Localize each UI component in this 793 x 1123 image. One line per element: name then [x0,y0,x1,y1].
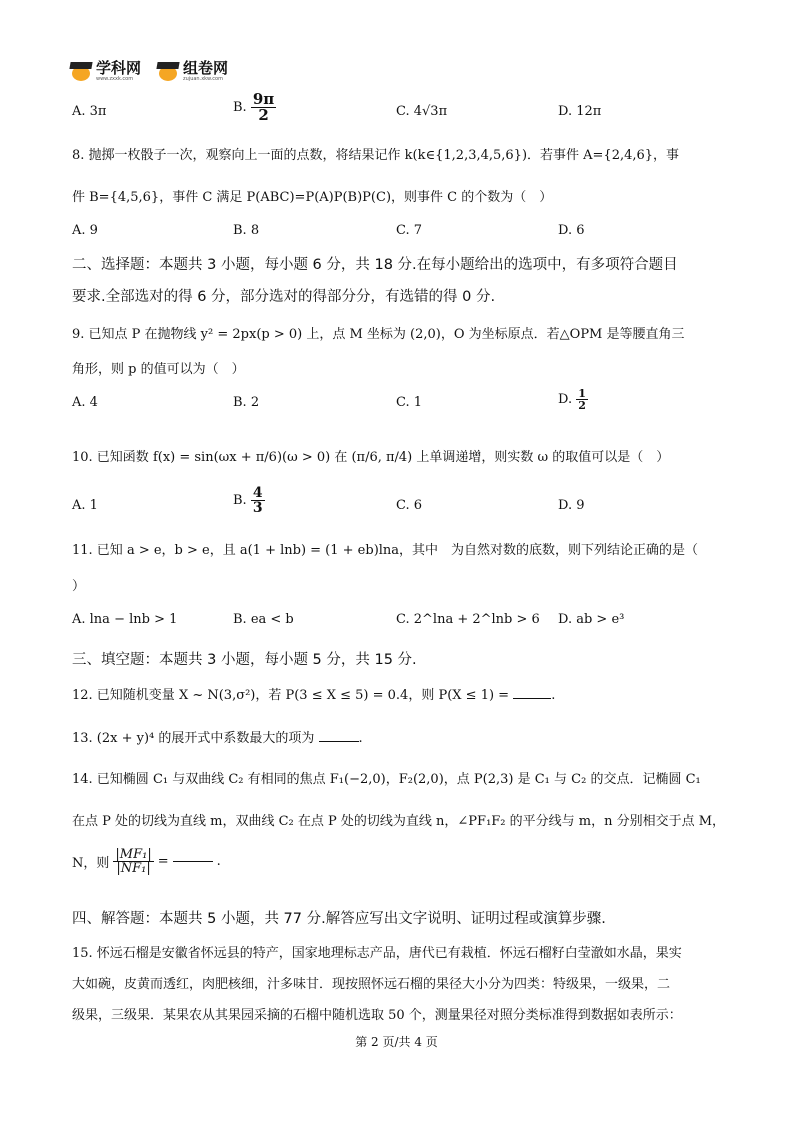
logo-zujuanwang [157,60,228,82]
q8-option-a: A. 9 [72,223,98,238]
q9-line1: 9. 已知点 P 在抛物线 y² = 2px(p > 0) 上，点 M 坐标为 (2,0)，O 为坐标原点．若△OPM 是等腰直角三 [72,327,685,342]
q14-fraction-numerator: |MF₁| [115,847,152,862]
q9-d-numerator: 1 [578,387,586,400]
q7-option-a: A. 3π [72,104,107,119]
q13-end: . [358,731,363,746]
q13 [72,727,363,746]
q9-option-d-label: D. [558,392,573,407]
q10-b-numerator: 4 [252,485,263,501]
q14-line3-pre: N，则 [72,856,110,871]
q10-b-denominator: 3 [252,500,263,516]
logo1-name: 学科网 [96,58,142,77]
q12-text: 12. 已知随机变量 X ~ N(3,σ²)，若 P(3 ≤ X ≤ 5) = 0.4，则 P(X ≤ 1) = [72,688,510,703]
q15-line1: 15. 怀远石榴是安徽省怀远县的特产，国家地理标志产品，唐代已有栽植．怀远石榴籽白莹澈如水晶，果实 [72,946,682,961]
q9-option-c: C. 1 [396,395,423,410]
q14-fraction-denominator: |NF₁| [116,861,151,876]
q15-line3: 级果，三级果．某果农从其果园采摘的石榴中随机选取 50 个，测量果径对照分类标准得到数据如表所示： [72,1008,682,1023]
q10-option-b [233,486,265,515]
q7-b-denominator: 2 [258,106,269,124]
q10-line1: 10. 已知函数 f(x) = sin(ωx + π/6)(ω > 0) 在 (π/6, π/4) 上单调递增，则实数 ω 的取值可以是（ ） [72,450,670,465]
q15-line2: 大如碗，皮黄而透红，肉肥核细，汁多味甘．现按照怀远石榴的果径大小分为四类：特级果，一级果，二 [72,977,671,992]
q7-option-c: C. 4√3π [396,104,448,119]
section2-heading-line2: 要求.全部选对的得 6 分，部分选对的得部分分，有选错的得 0 分. [72,289,496,305]
q8-option-b: B. 8 [233,223,260,238]
logo-xuekewang [70,60,141,82]
q7-option-b-label: B. [233,100,247,115]
zujuanwang-logo-icon [157,60,179,82]
q14-equals: = [157,854,169,869]
q11-line1: 11. 已知 a > e，b > e，且 a(1 + lnb) = (1 + eb)lna，其中 为自然对数的底数，则下列结论正确的是（ [72,543,699,558]
section4-heading: 四、解答题：本题共 5 小题，共 77 分.解答应写出文字说明、证明过程或演算步骤. [72,911,606,927]
xuekewang-logo-icon [70,60,92,82]
q14-line3 [72,848,221,875]
q11-option-d: D. ab > e³ [558,612,625,627]
q11-option-c: C. 2^lna + 2^lnb > 6 [396,612,540,627]
q14-answer-blank[interactable] [173,861,213,862]
q14-line1: 14. 已知椭圆 C₁ 与双曲线 C₂ 有相同的焦点 F₁(−2,0)，F₂(2,0)，点 P(2,3) 是 C₁ 与 C₂ 的交点．记椭圆 C₁ [72,772,701,787]
q11-option-b: B. ea < b [233,612,294,627]
q14-end: . [216,854,221,869]
q10-option-c: C. 6 [396,498,423,513]
q10-option-a: A. 1 [72,498,98,513]
q12-answer-blank[interactable] [513,698,551,699]
logo2-url: zujuan.xkw.com [183,75,223,82]
q9-option-d [558,388,588,411]
section2-heading-line1: 二、选择题：本题共 3 小题，每小题 6 分，共 18 分.在每小题给出的选项中，有多项符合题目 [72,257,678,273]
q7-option-d: D. 12π [558,104,602,119]
logo1-url: www.zxxk.com [96,75,134,82]
q8-option-d: D. 6 [558,223,585,238]
q14-line2: 在点 P 处的切线为直线 m，双曲线 C₂ 在点 P 处的切线为直线 n，∠PF₁F₂ 的平分线与 m，n 分别相交于点 M， [72,814,726,829]
q8-option-c: C. 7 [396,223,423,238]
q10-option-d: D. 9 [558,498,585,513]
q12-end: . [551,688,556,703]
q8-line2: 件 B={4,5,6}，事件 C 满足 P(ABC)=P(A)P(B)P(C)，则事件 C 的个数为（ ） [72,190,553,205]
q9-line2: 角形，则 p 的值可以为（ ） [72,362,245,377]
header-logos [70,60,228,82]
q13-text: 13. (2x + y)⁴ 的展开式中系数最大的项为 [72,731,315,746]
q9-option-b: B. 2 [233,395,260,410]
q11-line2: ） [72,579,86,594]
q8-line1: 8. 抛掷一枚骰子一次，观察向上一面的点数，将结果记作 k(k∈{1,2,3,4,5,6})．若事件 A={2,4,6}，事 [72,148,680,163]
q10-option-b-label: B. [233,493,247,508]
logo2-name: 组卷网 [183,58,229,77]
q13-answer-blank[interactable] [319,741,359,742]
page-footer: 第 2 页/共 4 页 [355,1035,438,1049]
section3-heading: 三、填空题：本题共 3 小题，每小题 5 分，共 15 分. [72,652,417,668]
q7-b-numerator: 9π [252,90,275,108]
q11-option-a: A. lna − lnb > 1 [72,612,178,627]
q9-option-a: A. 4 [72,395,98,410]
q9-d-denominator: 2 [578,399,586,412]
q7-option-b [233,92,276,123]
q12 [72,684,555,703]
